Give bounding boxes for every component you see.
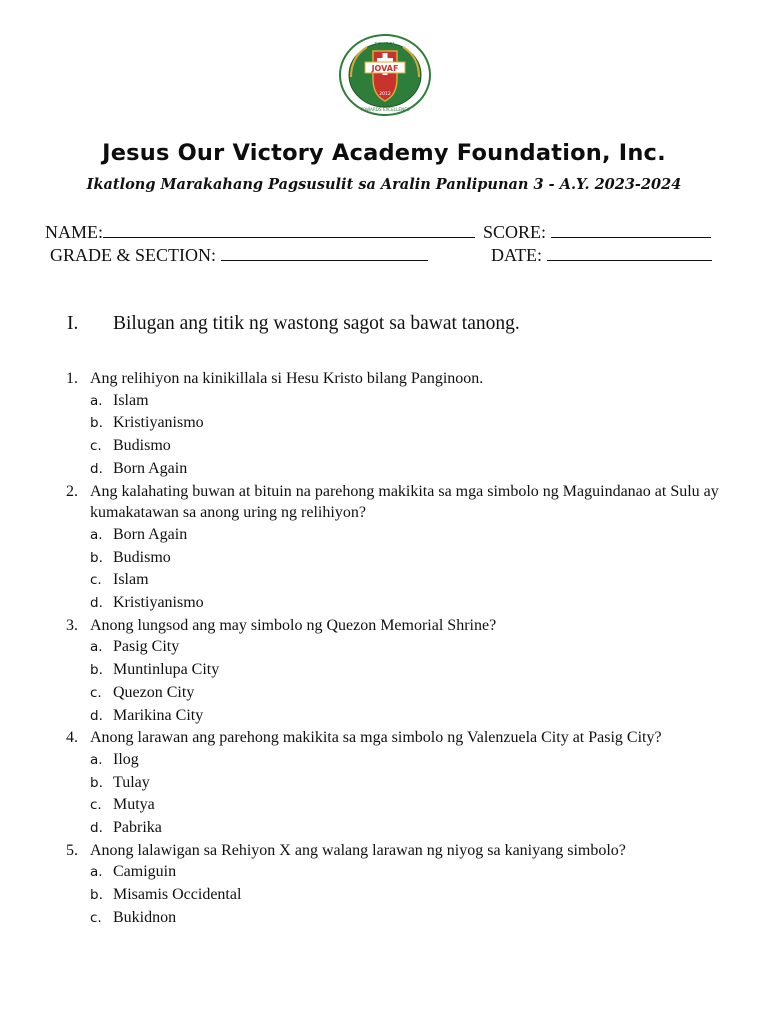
choice-text: Bukidnon (113, 908, 177, 926)
choice-text: Muntinlupa City (113, 661, 220, 679)
choice-letter[interactable]: a. (90, 751, 103, 768)
choice-letter[interactable]: c. (90, 684, 102, 701)
school-logo (337, 33, 433, 117)
choice-letter[interactable]: a. (90, 864, 103, 881)
name-label: NAME: (45, 222, 103, 242)
question-number: 5. (66, 841, 78, 859)
choice-letter[interactable]: d. (90, 460, 103, 477)
choice-letter[interactable]: d. (90, 820, 103, 837)
instruction-text: Bilugan ang titik ng wastong sagot sa bawat tanong. (113, 313, 520, 334)
school-name: Jesus Our Victory Academy Foundation, Inc. (102, 140, 666, 166)
question (66, 481, 746, 524)
logo-year-text: 2012 (379, 92, 391, 97)
question (66, 368, 746, 390)
choice-letter[interactable]: d. (90, 595, 103, 612)
choice[interactable] (90, 794, 746, 817)
choice[interactable] (90, 592, 746, 615)
question-text: Anong larawan ang parehong makikita sa mga simbolo ng Valenzuela City at Pasig City? (90, 729, 662, 747)
question (66, 615, 746, 637)
choice-text: Pasig City (113, 638, 180, 656)
question (66, 727, 746, 749)
choice-letter[interactable]: c. (90, 438, 102, 455)
question-text: Anong lungsod ang may simbolo ng Quezon Memorial Shrine? (90, 616, 497, 634)
choice[interactable] (90, 659, 746, 682)
section-instruction (67, 313, 520, 335)
name-blank[interactable] (103, 222, 475, 238)
choice-text: Camiguin (113, 863, 177, 881)
choice[interactable] (90, 907, 746, 930)
question-number: 4. (66, 729, 78, 747)
logo-top-text: SCHOOL (374, 42, 396, 48)
choice-text: Born Again (113, 525, 188, 543)
choice[interactable] (90, 749, 746, 772)
choice[interactable] (90, 817, 746, 840)
choice[interactable] (90, 547, 746, 570)
choice[interactable] (90, 636, 746, 659)
question-item (66, 727, 746, 840)
choice-text: Marikina City (113, 706, 204, 724)
choice-letter[interactable]: a. (90, 526, 103, 543)
date-label: DATE: (491, 245, 542, 265)
choice-text: Budismo (113, 437, 171, 455)
question-item (66, 840, 746, 930)
choice[interactable] (90, 435, 746, 458)
choice-letter[interactable]: b. (90, 662, 103, 679)
choice[interactable] (90, 412, 746, 435)
date-blank[interactable] (547, 245, 712, 261)
choice-letter[interactable]: a. (90, 639, 103, 656)
choice-text: Mutya (113, 796, 155, 814)
name-field (45, 222, 475, 243)
choice-letter[interactable]: d. (90, 707, 103, 724)
score-label: SCORE: (483, 222, 547, 242)
choice-letter[interactable]: b. (90, 774, 103, 791)
choice[interactable] (90, 390, 746, 413)
choice-text: Budismo (113, 548, 171, 566)
question (66, 840, 746, 862)
score-field (483, 222, 711, 243)
choice[interactable] (90, 884, 746, 907)
choice-text: Ilog (113, 750, 139, 768)
choice-letter[interactable]: b. (90, 549, 103, 566)
choice-text: Kristiyanismo (113, 594, 204, 612)
question-text: Ang kalahating buwan at bituin na parehong makikita sa mga simbolo ng Maguindanao at Sulu ay kumakatawan sa anong uring ng relihiyon? (90, 482, 719, 522)
choice-letter[interactable]: b. (90, 415, 103, 432)
exam-title: Ikatlong Marakahang Pagsusulit sa Aralin Panlipunan 3 - A.Y. 2023-2024 (86, 176, 682, 193)
score-blank[interactable] (551, 222, 711, 238)
choice-text: Islam (113, 571, 149, 589)
choice-letter[interactable]: c. (90, 572, 102, 589)
grade-section-blank[interactable] (221, 245, 428, 261)
choice-text: Tulay (113, 773, 150, 791)
choice-letter[interactable]: c. (90, 797, 102, 814)
grade-section-field (50, 245, 428, 266)
choice[interactable] (90, 524, 746, 547)
question-text: Ang relihiyon na kinikillala si Hesu Kristo bilang Panginoon. (90, 370, 484, 387)
choice[interactable] (90, 569, 746, 592)
question-number: 1. (66, 370, 78, 387)
choice-letter[interactable]: b. (90, 887, 103, 904)
question-number: 3. (66, 616, 78, 634)
choice-text: Islam (113, 391, 149, 409)
question-item (66, 615, 746, 728)
choice-text: Kristiyanismo (113, 414, 204, 432)
choice[interactable] (90, 772, 746, 795)
choice-text: Quezon City (113, 683, 195, 701)
choice-letter[interactable]: a. (90, 392, 103, 409)
choice[interactable] (90, 861, 746, 884)
question-item (66, 368, 746, 481)
logo-bottom-text: TOWARDS EXCELLENCE (360, 107, 410, 112)
question-number: 2. (66, 482, 78, 500)
logo-emblem-text: JOVAF (371, 63, 399, 73)
date-field (491, 245, 712, 266)
choice-letter[interactable]: c. (90, 909, 102, 926)
question-item (66, 481, 746, 615)
choice[interactable] (90, 682, 746, 705)
choice[interactable] (90, 458, 746, 481)
question-text: Anong lalawigan sa Rehiyon X ang walang larawan ng niyog sa kaniyang simbolo? (90, 841, 626, 859)
choice-text: Born Again (113, 459, 188, 477)
choice[interactable] (90, 705, 746, 728)
choice-text: Pabrika (113, 819, 162, 837)
section-roman-numeral: I. (67, 313, 79, 334)
choice-text: Misamis Occidental (113, 886, 242, 904)
grade-section-label: GRADE & SECTION: (50, 245, 216, 265)
question-list (66, 368, 746, 930)
